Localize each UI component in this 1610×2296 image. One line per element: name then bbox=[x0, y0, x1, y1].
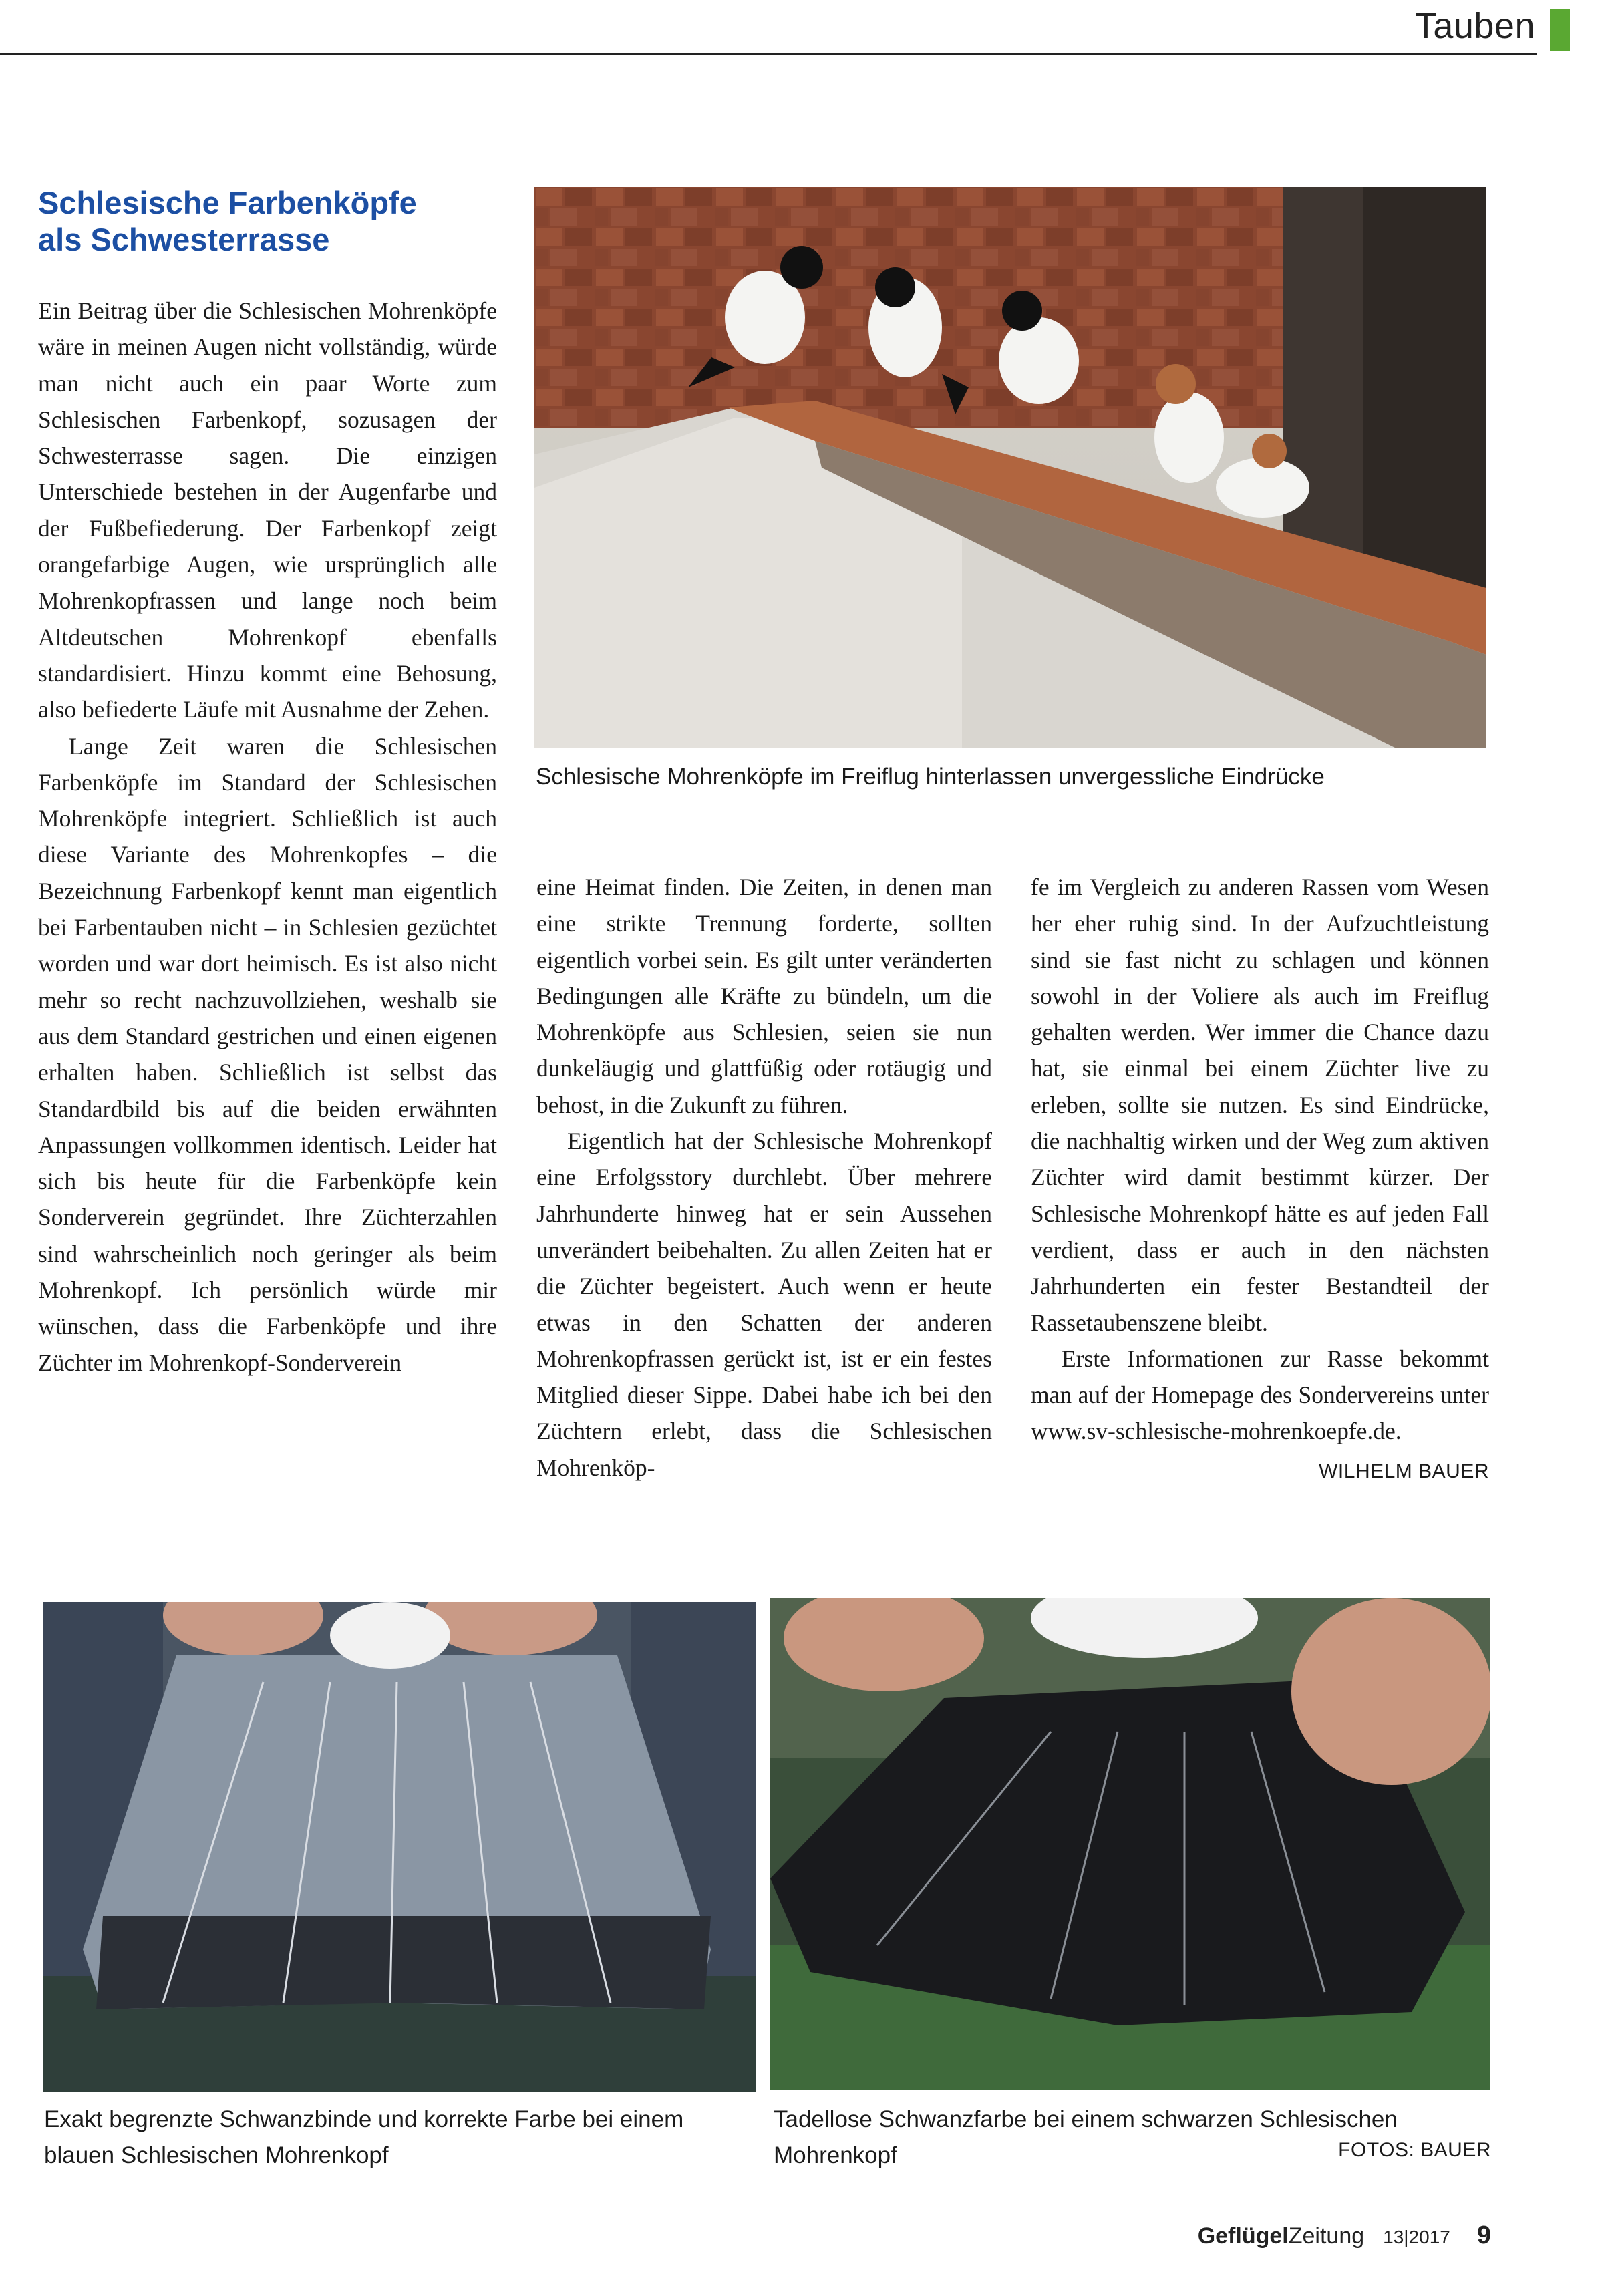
page-number: 9 bbox=[1476, 2221, 1491, 2249]
photo-credit: FOTOS: BAUER bbox=[1338, 2139, 1491, 2161]
blue-tail-photo bbox=[43, 1602, 756, 2092]
paragraph: eine Heimat finden. Die Zeiten, in denen man eine strikte Trennung forderte, sollten eigentlich vorbei sein. Es gilt unter veränderten Bedingungen alle Kräfte zu bündeln, um die Mohrenköpfe aus Schlesien, seien sie nun dunkeläugig und glattfüßig oder rotäugig und behost, in die Zukunft zu führen. bbox=[536, 874, 992, 1118]
issue-number: 13|2017 bbox=[1383, 2227, 1450, 2247]
paragraph: Eigentlich hat der Schlesische Mohrenkopf eine Erfolgsstory durchlebt. Über mehrere Jahrhunderte hinweg hat er sein Aussehen unverändert beibehalten. Zu allen Zeiten hat er die Züchter begeistert. Auch wenn er heute etwas in den Schatten der anderen Mohrenkopfrassen gerückt ist, ist er ein festes Mitglied dieser Sippe. Dabei habe ich bei den Züchtern erlebt, dass die Schlesischen Mohrenköp- bbox=[536, 1128, 992, 1481]
paragraph bbox=[1031, 1341, 1489, 1482]
magazine-name-bold: Geflügel bbox=[1197, 2223, 1289, 2249]
paragraph: Lange Zeit waren die Schlesischen Farbenköpfe im Standard der Schlesischen Mohrenköpfe integriert. Schließlich ist auch diese Variante des Mohrenkopfes – die Bezeichnung Farbenkopf kennt man eigentlich bei Farbentauben nicht – in Schlesien gezüchtet worden und war dort heimisch. Es ist also nicht mehr so recht nachzuvollziehen, weshalb sie aus dem Standard gestrichen und einen eigenen erhalten haben. Schließlich ist selbst das Standardbild bis auf die beiden erwähnten Anpassungen vollkommen identisch. Leider hat sich bis heute für die Farbenköpfe kein Sonderverein gegründet. Ihre Züchterzahlen sind wahrscheinlich noch geringer als beim Mohrenkopf. Ich persönlich würde mir wünschen, dass die Farbenköpfe und ihre Züchter im Mohrenkopf-Sonderverein bbox=[38, 732, 497, 1376]
section-color-mark bbox=[1550, 9, 1570, 51]
pigeons-on-roof-photo bbox=[534, 187, 1486, 748]
page-footer bbox=[1198, 2221, 1491, 2250]
bottom-left-caption: Exakt begrenzte Schwanzbinde und korrekte Farbe bei einem blauen Schlesischen Mohrenkopf bbox=[44, 2106, 684, 2168]
paragraph: fe im Vergleich zu anderen Rassen vom Wesen her eher ruhig sind. In der Aufzuchtleistung sind sie fast nicht zu schlagen und können sowohl in der Voliere als auch im Freiflug gehalten werden. Wer immer die Chance dazu hat, sie einmal bei einem Züchter live zu erleben, sollte sie nutzen. Es sind Eindrücke, die nachhaltig wirken und der Weg zum aktiven Züchter wird damit bestimmt kürzer. Der Schlesische Mohrenkopf hätte es auf jeden Fall verdient, dass er auch in den nächsten Jahrhunderten ein fester Bestandteil der Rassetaubenszene bleibt. bbox=[1031, 874, 1489, 1336]
author-byline: WILHELM BAUER bbox=[1319, 1460, 1489, 1482]
text-column-3 bbox=[1031, 869, 1489, 1490]
paragraph: Ein Beitrag über die Schlesischen Mohrenköpfe wäre in meinen Augen nicht vollständig, würde man nicht auch ein paar Worte zum Schlesischen Farbenkopf, sozusagen der Schwesterrasse sagen. Die einzigen Unterschiede bestehen in der Augenfarbe und der Fußbefiederung. Der Farbenkopf zeigt orangefarbige Augen, wie ursprünglich alle Mohrenkopfrassen und lange noch beim Altdeutschen Mohrenkopf ebenfalls standardisiert. Hinzu kommt eine Behosung, also befiederte Läufe mit Ausnahme der Zehen. bbox=[38, 297, 497, 723]
article-heading bbox=[38, 184, 519, 258]
magazine-name-light: Zeitung bbox=[1288, 2223, 1365, 2249]
text-column-1 bbox=[38, 293, 497, 1381]
section-title: Tauben bbox=[1414, 6, 1535, 46]
heading-line-1: Schlesische Farbenköpfe bbox=[38, 185, 417, 220]
bottom-right-caption: Tadellose Schwanzfarbe bei einem schwarzen Schlesischen Mohrenkopf bbox=[774, 2106, 1398, 2168]
black-tail-photo bbox=[770, 1598, 1490, 2090]
header-divider bbox=[0, 53, 1537, 55]
paragraph-text: Erste Informationen zur Rasse bekommt man auf der Homepage des Sondervereins unter www.sv-schlesische-mohrenkoepfe.de. bbox=[1031, 1345, 1489, 1445]
text-column-2 bbox=[536, 869, 992, 1486]
heading-line-2: als Schwesterrasse bbox=[38, 222, 330, 257]
top-photo-caption: Schlesische Mohrenköpfe im Freiflug hinterlassen unvergessliche Eindrücke bbox=[536, 764, 1325, 790]
